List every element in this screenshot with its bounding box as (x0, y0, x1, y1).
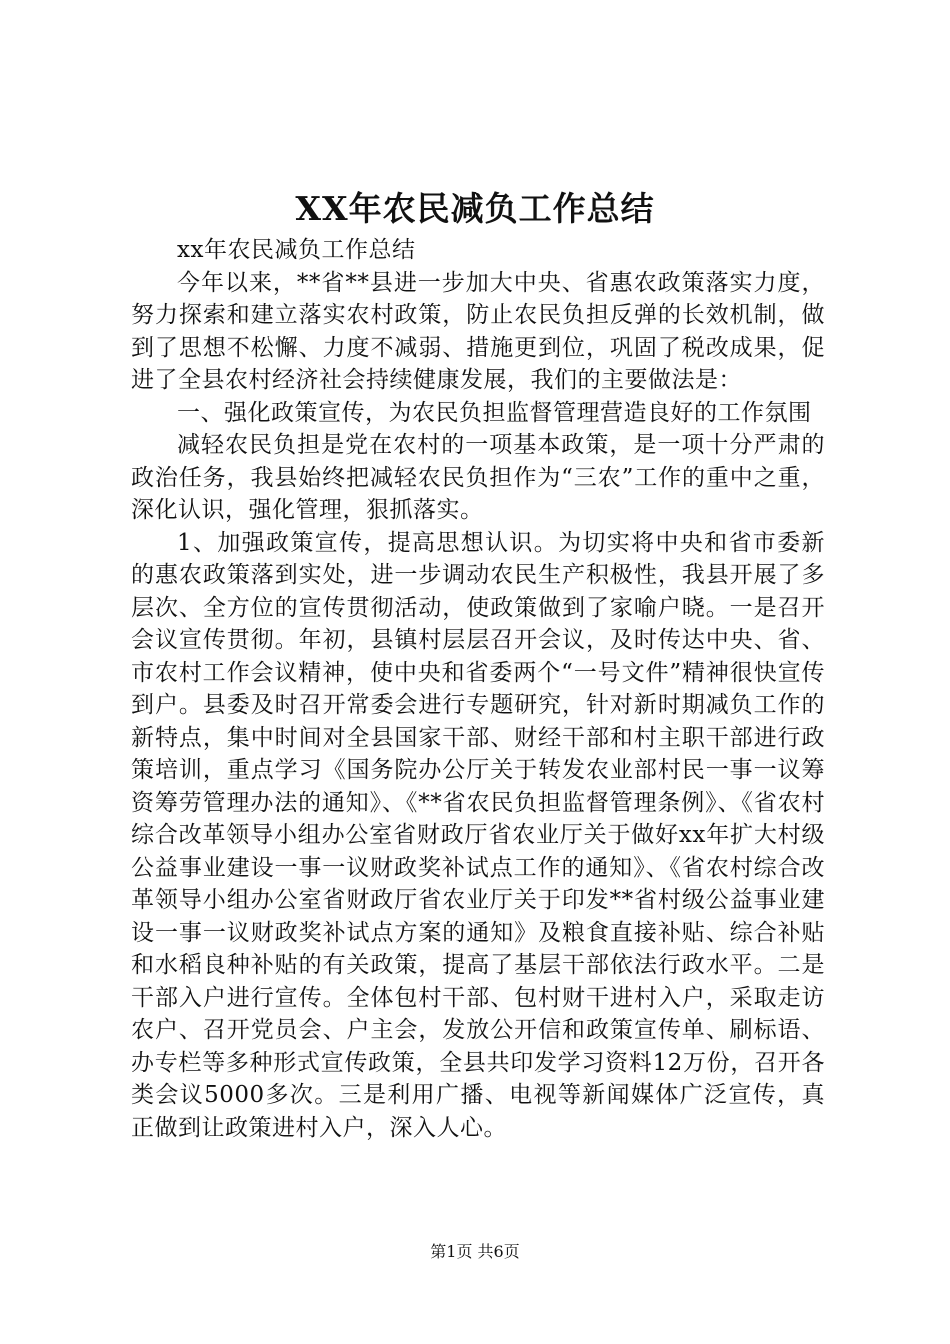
section-1-paragraph: 减轻农民负担是党在农村的一项基本政策，是一项十分严肃的政治任务，我县始终把减轻农民负担作为“三农”工作的重中之重，深化认识，强化管理，狠抓落实。 (131, 432, 825, 523)
document-title: XX年农民减负工作总结 (295, 189, 655, 228)
intro-paragraph: 今年以来，**省**县进一步加大中央、省惠农政策落实力度，努力探索和建立落实农村政策，防止农民负担反弹的长效机制，做到了思想不松懈、力度不减弱、措施更到位，巩固了税改成果，促进了全县农村经济社会持续健康发展，我们的主要做法是： (131, 269, 825, 393)
page-number-footer: 第1页 共6页 (430, 1242, 520, 1261)
subtitle-paragraph: xx年农民减负工作总结 (177, 237, 416, 263)
section-heading-1: 一、强化政策宣传，为农民负担监督管理营造良好的工作氛围 (177, 399, 812, 426)
document-body (131, 234, 825, 1144)
section-1-item-1-paragraph: 1、加强政策宣传，提高思想认识。为切实将中央和省市委新的惠农政策落到实处，进一步调动农民生产积极性，我县开展了多层次、全方位的宣传贯彻活动，使政策做到了家喻户晓。一是召开会议宣传贯彻。年初，县镇村层层召开会议，及时传达中央、省、市农村工作会议精神，使中央和省委两个“一号文件”精神很快宣传到户。县委及时召开常委会进行专题研究，针对新时期减负工作的新特点，集中时间对全县国家干部、财经干部和村主职干部进行政策培训，重点学习《国务院办公厅关于转发农业部村民一事一议筹资筹劳管理办法的通知》、《**省农民负担监督管理条例》、《省农村综合改革领导小组办公室省财政厅省农业厅关于做好xx年扩大村级公益事业建设一事一议财政奖补试点工作的通知》、《省农村综合改革领导小组办公室省财政厅省农业厅关于印发**省村级公益事业建设一事一议财政奖补试点方案的通知》及粮食直接补贴、综合补贴和水稻良种补贴的有关政策，提高了基层干部依法行政水平。二是干部入户进行宣传。全体包村干部、包村财干进村入户，采取走访农户、召开党员会、户主会，发放公开信和政策宣传单、刷标语、办专栏等多种形式宣传政策，全县共印发学习资料12万份，召开各类会议5000多次。三是利用广播、电视等新闻媒体广泛宣传，真正做到让政策进村入户，深入人心。 (131, 529, 825, 1141)
